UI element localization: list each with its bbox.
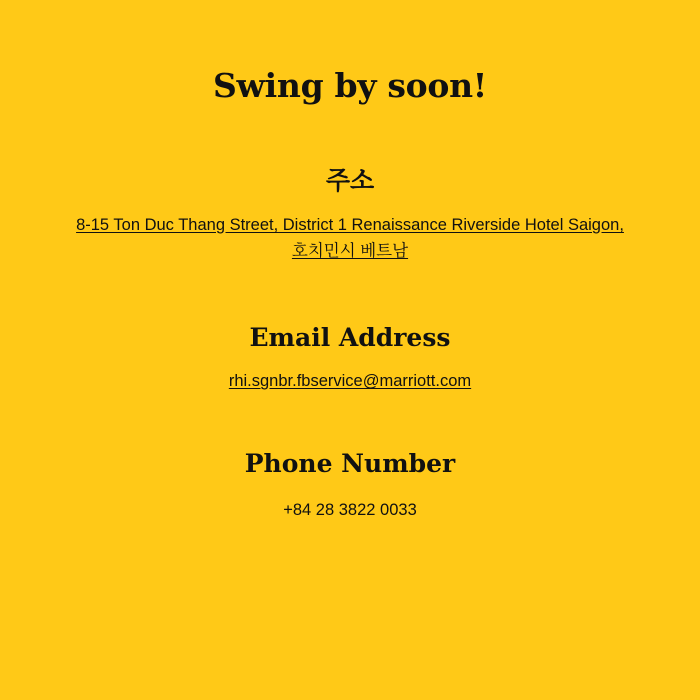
address-line-2: 호치민시 베트남 xyxy=(291,241,409,260)
phone-value: +84 28 3822 0033 xyxy=(283,501,417,520)
address-value xyxy=(40,196,660,264)
email-link[interactable]: rhi.sgnbr.fbservice@marriott.com xyxy=(228,372,472,391)
address-heading: 주소 xyxy=(325,166,375,196)
page-title: Swing by soon! xyxy=(213,66,487,105)
email-row xyxy=(40,353,660,391)
address-line-1: 8-15 Ton Duc Thang Street, District 1 Renaissance Riverside Hotel Saigon, xyxy=(76,216,624,235)
phone-heading: Phone Number xyxy=(244,449,456,479)
email-heading: Email Address xyxy=(249,323,451,353)
